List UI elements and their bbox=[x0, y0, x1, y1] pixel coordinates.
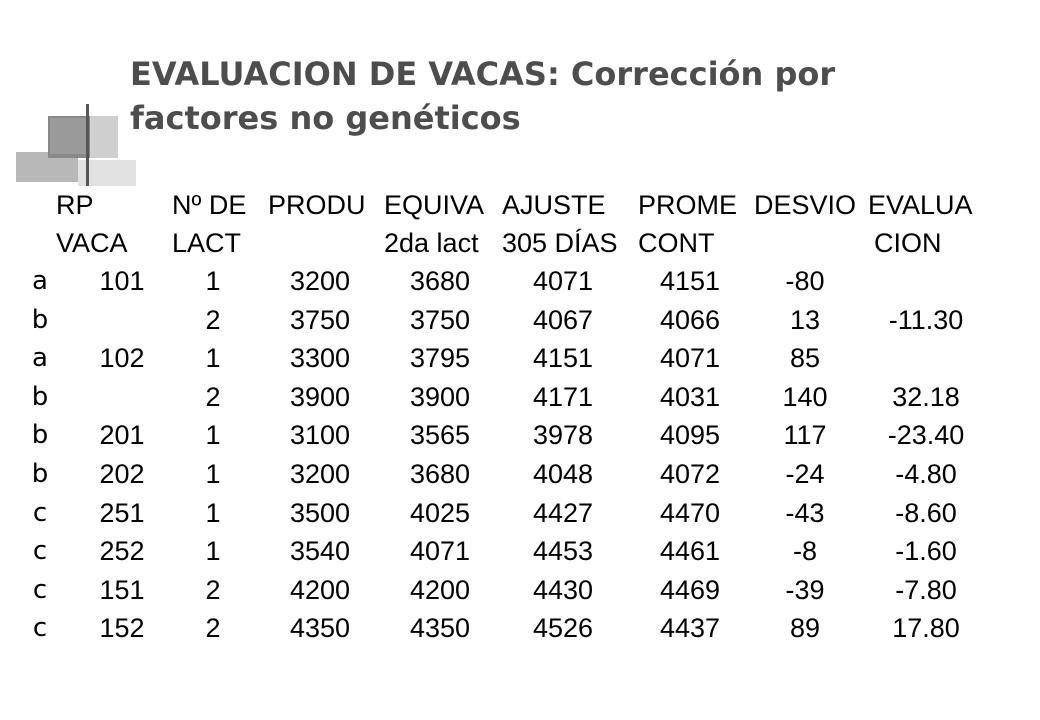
cell-rp: 102 bbox=[99, 343, 145, 374]
row-grade-label: b bbox=[31, 304, 49, 335]
cell-production: 3540 bbox=[289, 536, 351, 567]
cell-evaluation: 17.80 bbox=[892, 613, 960, 644]
cell-adjust-305: 3978 bbox=[532, 420, 594, 451]
cell-rp: 251 bbox=[99, 497, 145, 528]
cell-lactation: 2 bbox=[205, 613, 221, 644]
cell-adjust-305: 4430 bbox=[532, 574, 594, 605]
cell-production: 3200 bbox=[289, 459, 351, 489]
column-header-line2: CONT bbox=[638, 228, 715, 258]
cell-lactation: 1 bbox=[205, 497, 221, 528]
cell-evaluation: -4.80 bbox=[895, 459, 957, 489]
cell-average: 4031 bbox=[659, 381, 721, 412]
column-header-line1: EQUIVA bbox=[384, 190, 485, 220]
cell-deviation: -24 bbox=[785, 459, 825, 489]
decorative-square bbox=[90, 116, 118, 158]
column-header bbox=[172, 188, 272, 224]
cell-average: 4072 bbox=[659, 459, 721, 489]
cell-rp: 201 bbox=[99, 420, 145, 451]
cell-production: 3200 bbox=[289, 266, 351, 296]
cell-deviation: 140 bbox=[782, 381, 828, 412]
cell-production: 4200 bbox=[289, 574, 351, 605]
cell-lactation: 2 bbox=[205, 574, 221, 605]
cell-production: 3300 bbox=[289, 343, 351, 374]
column-header-line2: 305 DÍAS bbox=[502, 228, 618, 258]
column-header bbox=[754, 188, 866, 224]
cell-deviation: -8 bbox=[792, 536, 817, 567]
cell-adjust-305: 4427 bbox=[532, 497, 594, 528]
column-header bbox=[868, 188, 998, 224]
row-grade-label: b bbox=[31, 459, 49, 489]
row-grade-label: c bbox=[32, 536, 48, 567]
cell-rp: 252 bbox=[99, 536, 145, 567]
cell-rp: 152 bbox=[99, 613, 145, 644]
cell-lactation: 1 bbox=[205, 536, 221, 567]
column-header-line1: DESVIO bbox=[754, 190, 857, 220]
cell-average: 4066 bbox=[659, 304, 721, 335]
cell-equivalent: 4071 bbox=[409, 536, 471, 567]
cell-adjust-305: 4071 bbox=[532, 266, 594, 296]
cell-production: 3100 bbox=[289, 420, 351, 451]
cell-lactation: 2 bbox=[205, 381, 221, 412]
cell-lactation: 1 bbox=[205, 459, 221, 489]
cell-equivalent: 3795 bbox=[409, 343, 471, 374]
column-header bbox=[638, 188, 754, 224]
cell-average: 4469 bbox=[659, 574, 721, 605]
cell-adjust-305: 4526 bbox=[532, 613, 594, 644]
cell-deviation: -80 bbox=[785, 266, 825, 296]
column-header-line2: VACA bbox=[56, 228, 128, 258]
cell-deviation: -43 bbox=[785, 497, 825, 528]
cell-average: 4437 bbox=[659, 613, 721, 644]
cell-evaluation: -11.30 bbox=[888, 304, 964, 335]
cell-adjust-305: 4453 bbox=[532, 536, 594, 567]
cell-lactation: 1 bbox=[205, 343, 221, 374]
column-header-line2: 2da lact bbox=[384, 228, 479, 258]
column-header-sub bbox=[56, 226, 166, 262]
cell-lactation: 2 bbox=[205, 304, 221, 335]
column-header-sub bbox=[384, 226, 500, 262]
decorative-square bbox=[50, 118, 86, 154]
column-header-line1: Nº DE bbox=[172, 190, 247, 220]
column-header-line1: AJUSTE bbox=[502, 190, 606, 220]
cell-equivalent: 3565 bbox=[409, 420, 471, 451]
cell-deviation: 85 bbox=[789, 343, 821, 374]
cell-equivalent: 4025 bbox=[409, 497, 471, 528]
cell-lactation: 1 bbox=[205, 266, 221, 296]
column-header-line1: RP bbox=[56, 190, 94, 220]
column-header bbox=[384, 188, 500, 224]
slide-title: EVALUACION DE VACAS: Corrección por factores no genéticos bbox=[130, 55, 836, 137]
cell-adjust-305: 4171 bbox=[532, 381, 594, 412]
cell-deviation: 117 bbox=[783, 420, 827, 451]
row-grade-label: c bbox=[32, 574, 48, 605]
cell-production: 3750 bbox=[289, 304, 351, 335]
decorative-line bbox=[86, 104, 89, 186]
cell-average: 4151 bbox=[659, 266, 721, 296]
cell-evaluation: 32.18 bbox=[892, 381, 960, 412]
cell-rp: 151 bbox=[99, 574, 145, 605]
column-header-line1: EVALUA bbox=[868, 190, 973, 220]
cell-deviation: -39 bbox=[785, 574, 825, 605]
row-grade-label: b bbox=[31, 420, 49, 451]
cell-adjust-305: 4048 bbox=[532, 459, 594, 489]
cell-average: 4071 bbox=[659, 343, 721, 374]
cell-production: 3500 bbox=[289, 497, 351, 528]
cell-evaluation: -7.80 bbox=[895, 574, 957, 605]
cell-equivalent: 4350 bbox=[409, 613, 471, 644]
cell-evaluation: -1.60 bbox=[895, 536, 957, 567]
column-header-sub bbox=[638, 226, 754, 262]
cell-equivalent: 4200 bbox=[409, 574, 471, 605]
column-header-line1: PRODU bbox=[268, 190, 366, 220]
row-grade-label: a bbox=[32, 343, 48, 374]
cell-evaluation: -23.40 bbox=[887, 420, 965, 451]
cell-adjust-305: 4151 bbox=[532, 343, 594, 374]
cell-evaluation: -8.60 bbox=[895, 497, 957, 528]
cell-equivalent: 3750 bbox=[409, 304, 471, 335]
row-grade-label: c bbox=[32, 613, 48, 644]
cell-deviation: 13 bbox=[789, 304, 821, 335]
column-header bbox=[502, 188, 634, 224]
column-header bbox=[268, 188, 380, 224]
column-header-line1: PROME bbox=[638, 190, 738, 220]
column-header-sub bbox=[172, 226, 272, 262]
cell-production: 3900 bbox=[289, 381, 351, 412]
column-header-sub bbox=[872, 226, 1002, 262]
column-header-line2: LACT bbox=[172, 228, 242, 258]
cell-equivalent: 3900 bbox=[409, 381, 471, 412]
cell-average: 4470 bbox=[659, 497, 721, 528]
cell-lactation: 1 bbox=[205, 420, 221, 451]
column-header bbox=[56, 188, 166, 224]
cell-average: 4461 bbox=[659, 536, 721, 567]
cell-deviation: 89 bbox=[789, 613, 821, 644]
row-grade-label: c bbox=[32, 497, 48, 528]
cell-adjust-305: 4067 bbox=[532, 304, 594, 335]
column-header-line2: CION bbox=[874, 228, 942, 258]
cell-rp: 202 bbox=[99, 459, 145, 489]
row-grade-label: b bbox=[31, 381, 49, 412]
cell-equivalent: 3680 bbox=[409, 266, 471, 296]
cell-rp: 101 bbox=[99, 266, 145, 296]
cell-average: 4095 bbox=[659, 420, 721, 451]
cell-production: 4350 bbox=[289, 613, 351, 644]
row-grade-label: a bbox=[32, 266, 48, 296]
cell-equivalent: 3680 bbox=[409, 459, 471, 489]
column-header-sub bbox=[502, 226, 634, 262]
